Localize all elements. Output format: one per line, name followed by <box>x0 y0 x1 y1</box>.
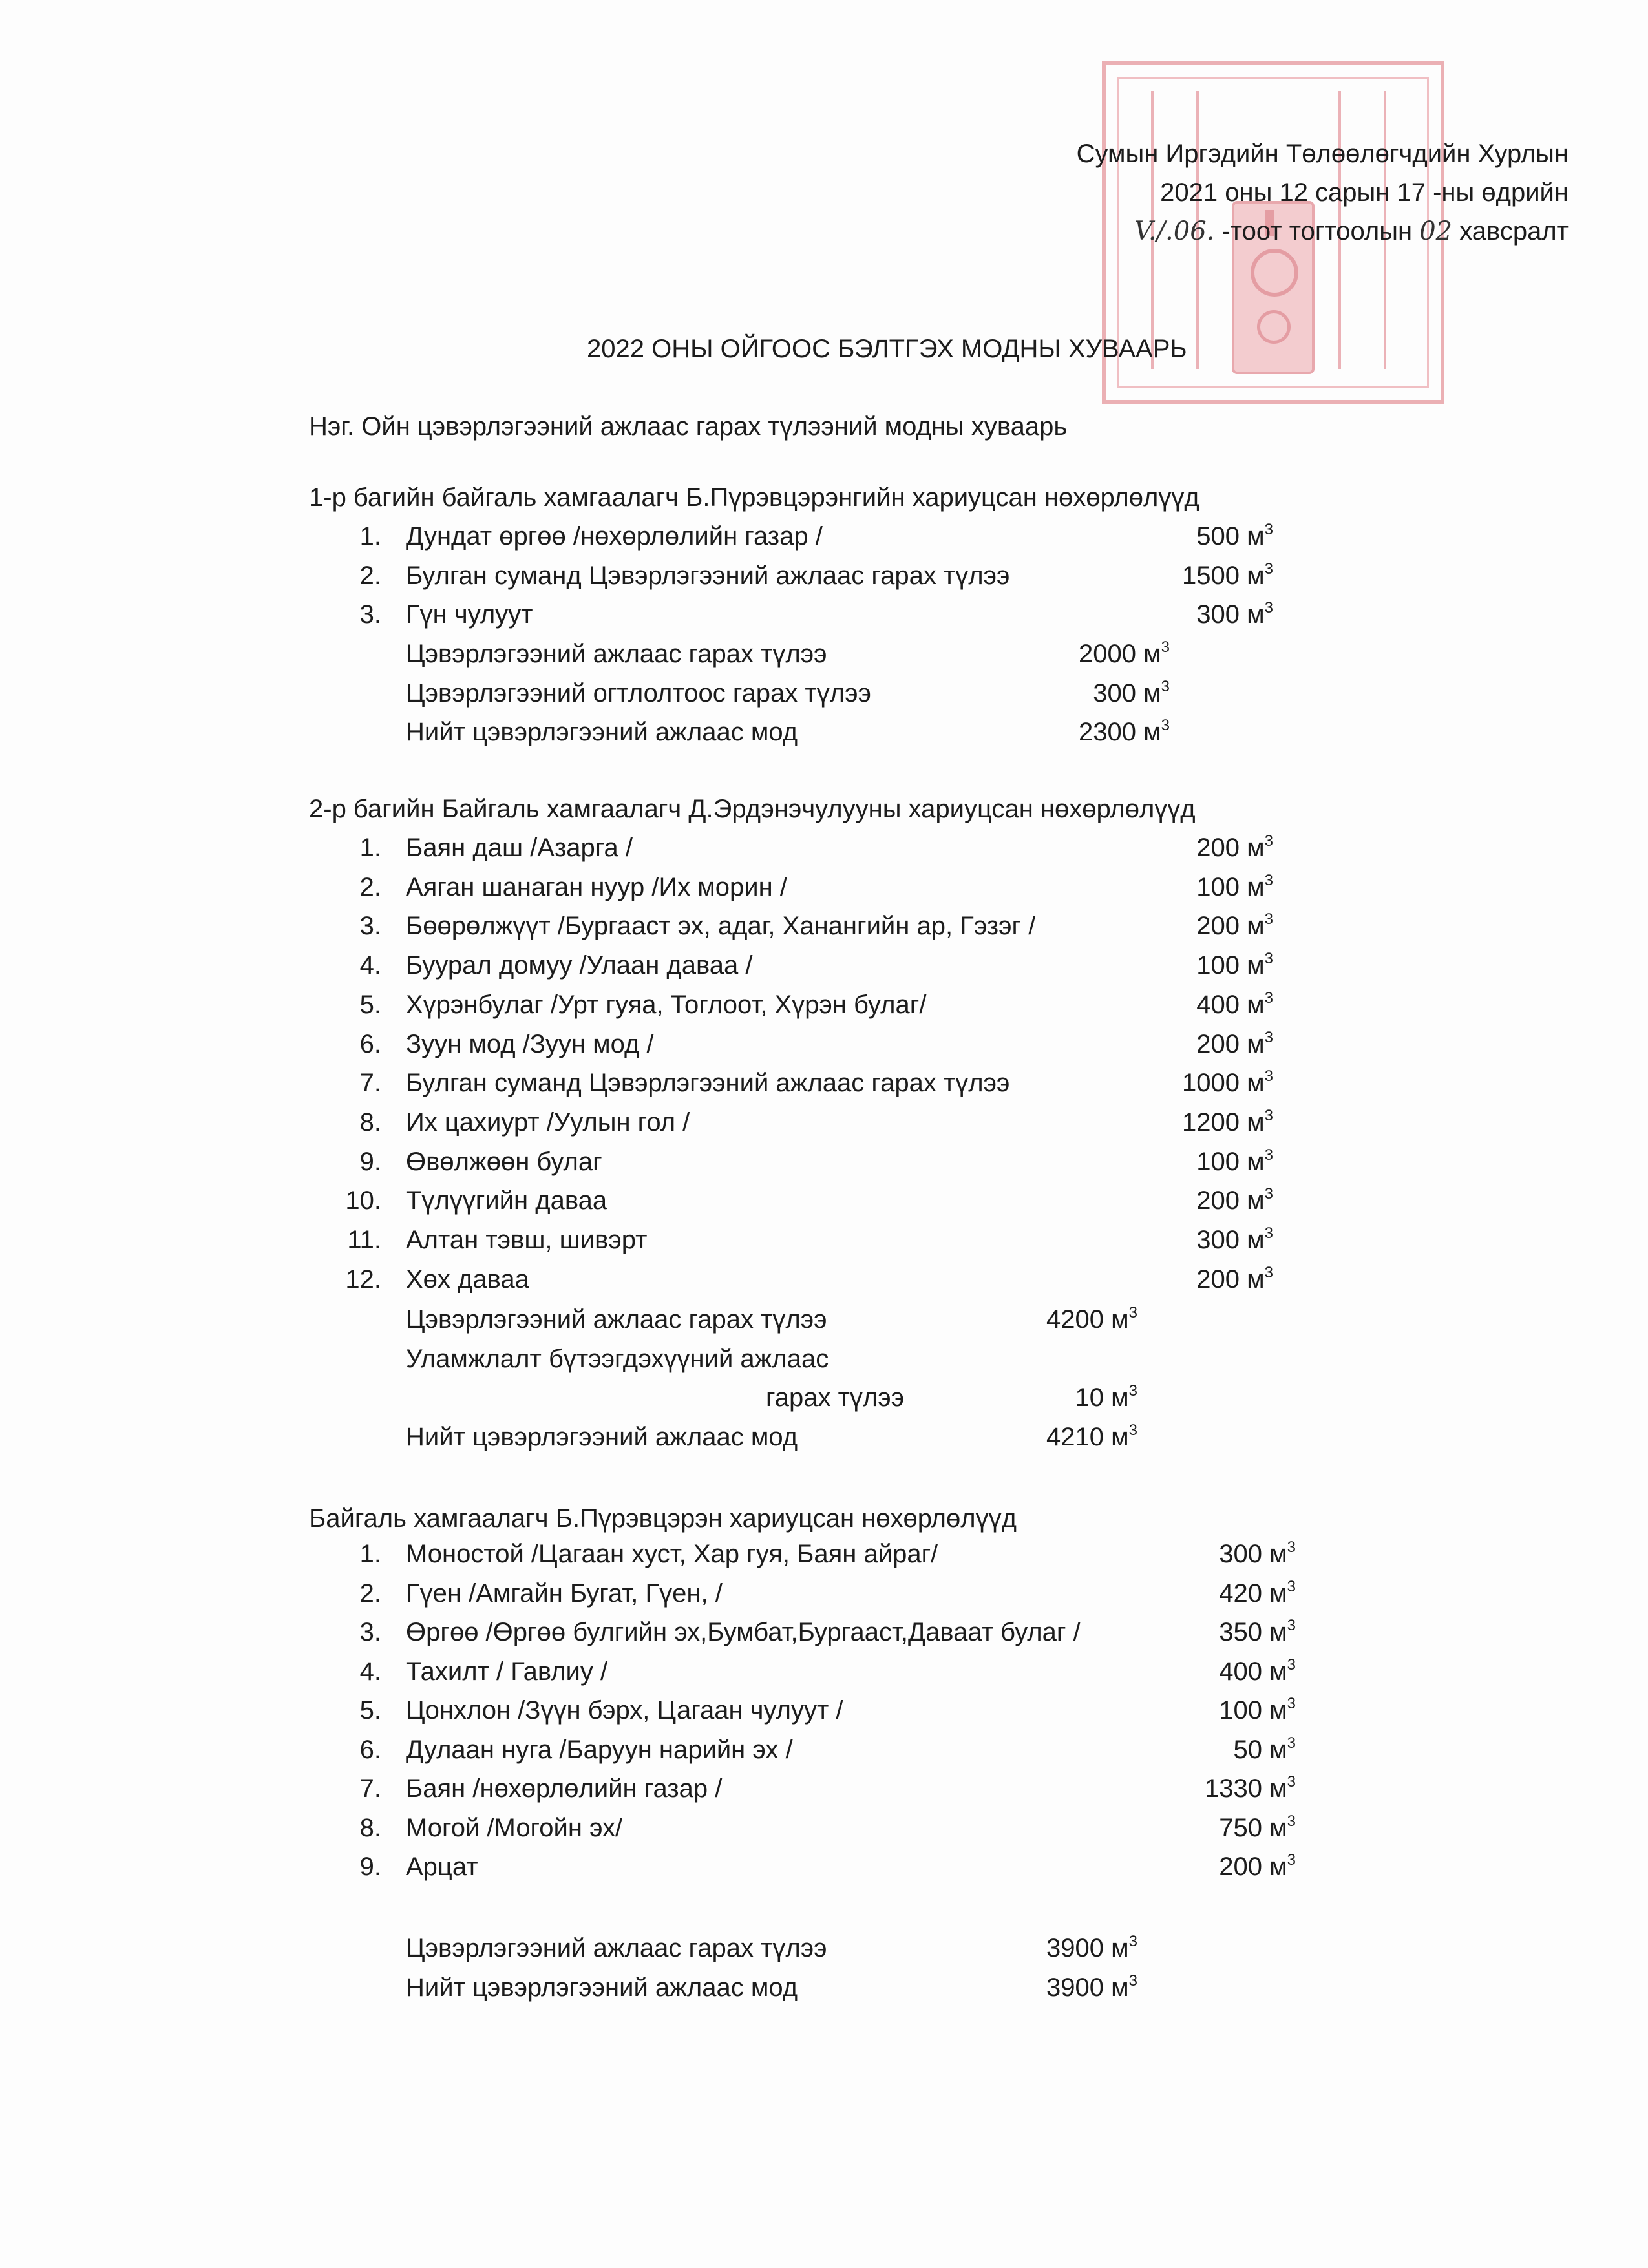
quantity-value: 1330 м <box>1205 1774 1287 1803</box>
list-item-name: Хөх даваа <box>406 1265 529 1294</box>
unit-exponent: 3 <box>1264 950 1273 968</box>
list-item-number: 8. <box>359 1813 381 1842</box>
list-item-quantity <box>1219 1577 1296 1608</box>
list-item-name: Хүрэнбулаг /Урт гуяа, Тоглоот, Хүрэн булаг/ <box>406 990 927 1019</box>
list-item-number: 2. <box>359 872 381 901</box>
quantity-value: 2000 м <box>1079 640 1161 668</box>
list-item-number: 6. <box>359 1029 381 1058</box>
list-item-number: 7. <box>359 1774 381 1803</box>
unit-exponent: 3 <box>1264 832 1273 850</box>
total-quantity <box>1046 1304 1137 1334</box>
list-item-quantity <box>1219 1697 1296 1723</box>
list-item-quantity <box>1219 1538 1296 1568</box>
header-line-2: 2021 оны 12 сарын 17 -ны өдрийн <box>1160 178 1569 207</box>
unit-exponent: 3 <box>1128 1933 1137 1950</box>
quantity-value: 50 м <box>1233 1735 1287 1764</box>
total-label: Цэвэрлэгээний ажлаас гарах түлээ <box>406 1305 827 1334</box>
quantity-value: 10 м <box>1075 1383 1129 1412</box>
unit-exponent: 3 <box>1287 1538 1296 1556</box>
unit-exponent: 3 <box>1264 599 1273 616</box>
list-item-quantity <box>1219 1619 1296 1645</box>
total-label: Цэвэрлэгээний ажлаас гарах түлээ <box>406 640 827 668</box>
quantity-value: 200 м <box>1196 834 1265 862</box>
list-item-quantity <box>1196 1263 1273 1294</box>
list-item-quantity <box>1196 1028 1273 1058</box>
total-quantity <box>1075 1382 1137 1412</box>
total-label: Уламжлалт бүтээгдэхүүний ажлаас <box>406 1344 829 1373</box>
section-2-heading: 2-р багийн Байгаль хамгаалагч Д.Эрдэнэчулууны хариуцсан нөхөрлөлүүд <box>309 795 1196 823</box>
total-quantity <box>1046 1424 1137 1450</box>
list-item-quantity <box>1196 1185 1273 1215</box>
list-item-quantity <box>1182 560 1273 590</box>
list-item-quantity <box>1196 599 1273 629</box>
list-item-quantity <box>1182 1067 1273 1098</box>
list-item-name: Өргөө /Өргөө булгийн эх,Бумбат,Бургааст,Даваат булаг / <box>406 1618 1081 1646</box>
quantity-value: 300 м <box>1219 1540 1287 1568</box>
list-item-number: 3. <box>359 912 381 941</box>
list-item-number: 10. <box>345 1186 381 1215</box>
list-item-name: Моностой /Цагаан хуст, Хар гуя, Баян айраг/ <box>406 1540 938 1568</box>
quantity-value: 420 м <box>1219 1579 1287 1608</box>
header-line-1: Сумын Иргэдийн Төлөөлөгчдийн Хурлын <box>1076 140 1569 168</box>
list-item-name: Алтан тэвш, шивэрт <box>406 1226 648 1254</box>
quantity-value: 100 м <box>1196 1147 1265 1176</box>
list-item-number: 1. <box>359 1540 381 1568</box>
list-item-name: Дулаан нуга /Баруун нарийн эх / <box>406 1735 793 1764</box>
handwritten-appendix-number: 02 <box>1419 216 1453 246</box>
unit-exponent: 3 <box>1264 1146 1273 1164</box>
list-item-name: Тахилт / Гавлиу / <box>406 1657 608 1686</box>
list-item-number: 12. <box>345 1265 381 1294</box>
unit-exponent: 3 <box>1264 910 1273 929</box>
unit-exponent: 3 <box>1264 1028 1273 1046</box>
list-item-number: 6. <box>359 1735 381 1764</box>
handwritten-resolution-number: V./.06. <box>1134 216 1215 246</box>
list-item-name: Дундат өргөө /нөхөрлөлийн газар / <box>406 522 823 551</box>
quantity-value: 3900 м <box>1046 1973 1129 2002</box>
unit-exponent: 3 <box>1264 1067 1273 1086</box>
total-label: Цэвэрлэгээний ажлаас гарах түлээ <box>406 1934 827 1962</box>
list-item-name: Их цахиурт /Уулын гол / <box>406 1108 690 1137</box>
unit-exponent: 3 <box>1264 1224 1273 1242</box>
unit-exponent: 3 <box>1264 1263 1273 1281</box>
unit-exponent: 3 <box>1128 1304 1137 1321</box>
list-item-name: Баян даш /Азарга / <box>406 834 633 862</box>
list-item-quantity <box>1219 1655 1296 1686</box>
unit-exponent: 3 <box>1264 1185 1273 1203</box>
unit-exponent: 3 <box>1287 1577 1296 1595</box>
quantity-value: 2300 м <box>1079 718 1161 746</box>
list-item-quantity <box>1233 1734 1296 1764</box>
section-1-heading: 1-р багийн байгаль хамгаалагч Б.Пүрэвцэрэнгийн хариуцсан нөхөрлөлүүд <box>309 483 1199 512</box>
unit-exponent: 3 <box>1287 1695 1296 1712</box>
list-item-name: Гүен /Амгайн Бугат, Гүен, / <box>406 1579 723 1608</box>
unit-exponent: 3 <box>1287 1812 1296 1830</box>
total-quantity <box>1046 1935 1137 1961</box>
unit-exponent: 3 <box>1264 1106 1273 1124</box>
quantity-value: 1000 м <box>1182 1069 1265 1098</box>
unit-exponent: 3 <box>1287 1773 1296 1790</box>
list-item-name: Зуун мод /Зуун мод / <box>406 1029 654 1058</box>
list-item-quantity <box>1196 832 1273 862</box>
quantity-value: 300 м <box>1093 678 1161 708</box>
quantity-value: 1200 м <box>1182 1108 1265 1137</box>
list-item-quantity <box>1196 1146 1273 1176</box>
list-item-number: 3. <box>359 1618 381 1646</box>
unit-exponent: 3 <box>1161 638 1170 656</box>
unit-exponent: 3 <box>1264 560 1273 578</box>
list-item-number: 7. <box>359 1069 381 1098</box>
total-quantity <box>1079 719 1170 745</box>
section-3-heading: Байгаль хамгаалагч Б.Пүрэвцэрэн хариуцсан нөхөрлөлүүд <box>309 1504 1017 1533</box>
unit-exponent: 3 <box>1128 1971 1137 1990</box>
quantity-value: 300 м <box>1196 600 1265 629</box>
page-title: 2022 ОНЫ ОЙГООС БЭЛТГЭХ МОДНЫ ХУВААРЬ <box>587 335 1187 363</box>
quantity-value: 500 м <box>1196 522 1265 551</box>
list-item-number: 5. <box>359 990 381 1019</box>
list-item-number: 3. <box>359 600 381 629</box>
list-item-number: 11. <box>347 1226 381 1254</box>
unit-exponent: 3 <box>1264 989 1273 1007</box>
header-line-3-end: хавсралт <box>1452 217 1569 246</box>
quantity-value: 750 м <box>1219 1813 1287 1842</box>
list-item-quantity <box>1196 523 1273 549</box>
unit-exponent: 3 <box>1161 677 1170 695</box>
total-label: Цэвэрлэгээний огтлолтоос гарах түлээ <box>406 678 871 708</box>
list-item-number: 2. <box>359 1579 381 1608</box>
quantity-value: 200 м <box>1196 1265 1265 1294</box>
part-heading: Нэг. Ойн цэвэрлэгээний ажлаас гарах түлээний модны хуваарь <box>309 412 1068 441</box>
list-item-quantity <box>1205 1773 1296 1803</box>
list-item-quantity <box>1219 1851 1296 1881</box>
list-item-name: Цонхлон /Зүүн бэрх, Цагаан чулуут / <box>406 1696 843 1725</box>
total-quantity <box>1079 638 1170 668</box>
list-item-name: Аяган шанаган нуур /Их морин / <box>406 872 787 901</box>
quantity-value: 4210 м <box>1046 1423 1129 1452</box>
unit-exponent: 3 <box>1287 1655 1296 1674</box>
quantity-value: 3900 м <box>1046 1934 1129 1962</box>
list-item-name: Арцат <box>406 1853 478 1881</box>
quantity-value: 4200 м <box>1046 1305 1129 1334</box>
list-item-quantity <box>1196 871 1273 901</box>
header-line-3-text: -тоот тогтоолын <box>1214 217 1420 246</box>
list-item-name: Баян /нөхөрлөлийн газар / <box>406 1774 723 1803</box>
unit-exponent: 3 <box>1161 717 1170 734</box>
list-item-number: 1. <box>359 522 381 551</box>
quantity-value: 200 м <box>1219 1853 1287 1881</box>
quantity-value: 300 м <box>1196 1226 1265 1254</box>
list-item-quantity <box>1219 1812 1296 1842</box>
unit-exponent: 3 <box>1287 1617 1296 1634</box>
unit-exponent: 3 <box>1128 1422 1137 1440</box>
list-item-number: 9. <box>359 1147 381 1176</box>
quantity-value: 1500 м <box>1182 561 1265 590</box>
list-item-number: 9. <box>359 1853 381 1881</box>
list-item-name: Гүн чулуут <box>406 600 533 629</box>
list-item-number: 1. <box>359 834 381 862</box>
quantity-value: 400 м <box>1196 990 1265 1019</box>
total-quantity <box>1046 1971 1137 2002</box>
header-line-3 <box>1134 218 1569 244</box>
unit-exponent: 3 <box>1264 521 1273 538</box>
total-label: гарах түлээ <box>766 1383 905 1412</box>
list-item-quantity <box>1196 989 1273 1019</box>
total-label: Нийт цэвэрлэгээний ажлаас мод <box>406 1423 798 1452</box>
quantity-value: 100 м <box>1196 951 1265 980</box>
list-item-quantity <box>1182 1106 1273 1137</box>
unit-exponent: 3 <box>1264 871 1273 889</box>
quantity-value: 200 м <box>1196 912 1265 941</box>
quantity-value: 200 м <box>1196 1186 1265 1215</box>
total-label: Нийт цэвэрлэгээний ажлаас мод <box>406 1973 798 2002</box>
quantity-value: 400 м <box>1219 1657 1287 1686</box>
quantity-value: 200 м <box>1196 1029 1265 1058</box>
list-item-number: 8. <box>359 1108 381 1137</box>
quantity-value: 100 м <box>1219 1696 1287 1725</box>
total-quantity <box>1093 677 1170 708</box>
list-item-name: Могой /Могойн эх/ <box>406 1813 623 1842</box>
list-item-name: Түлүүгийн даваа <box>406 1186 607 1215</box>
unit-exponent: 3 <box>1128 1382 1137 1400</box>
list-item-quantity <box>1196 1224 1273 1254</box>
list-item-name: Өвөлжөөн булаг <box>406 1147 602 1176</box>
list-item-name: Бөөрөлжүүт /Бургааст эх, адаг, Ханангийн ар, Гэзэг / <box>406 912 1036 941</box>
list-item-number: 5. <box>359 1696 381 1725</box>
list-item-number: 4. <box>359 951 381 980</box>
unit-exponent: 3 <box>1287 1734 1296 1752</box>
list-item-name: Булган суманд Цэвэрлэгээний ажлаас гарах түлээ <box>406 1069 1010 1098</box>
unit-exponent: 3 <box>1287 1851 1296 1869</box>
list-item-number: 2. <box>359 561 381 590</box>
list-item-name: Буурал домуу /Улаан даваа / <box>406 951 753 980</box>
quantity-value: 100 м <box>1196 872 1265 901</box>
list-item-quantity <box>1196 910 1273 941</box>
list-item-name: Булган суманд Цэвэрлэгээний ажлаас гарах түлээ <box>406 561 1010 590</box>
quantity-value: 350 м <box>1219 1618 1287 1646</box>
total-label: Нийт цэвэрлэгээний ажлаас мод <box>406 718 798 746</box>
list-item-number: 4. <box>359 1657 381 1686</box>
list-item-quantity <box>1196 952 1273 978</box>
